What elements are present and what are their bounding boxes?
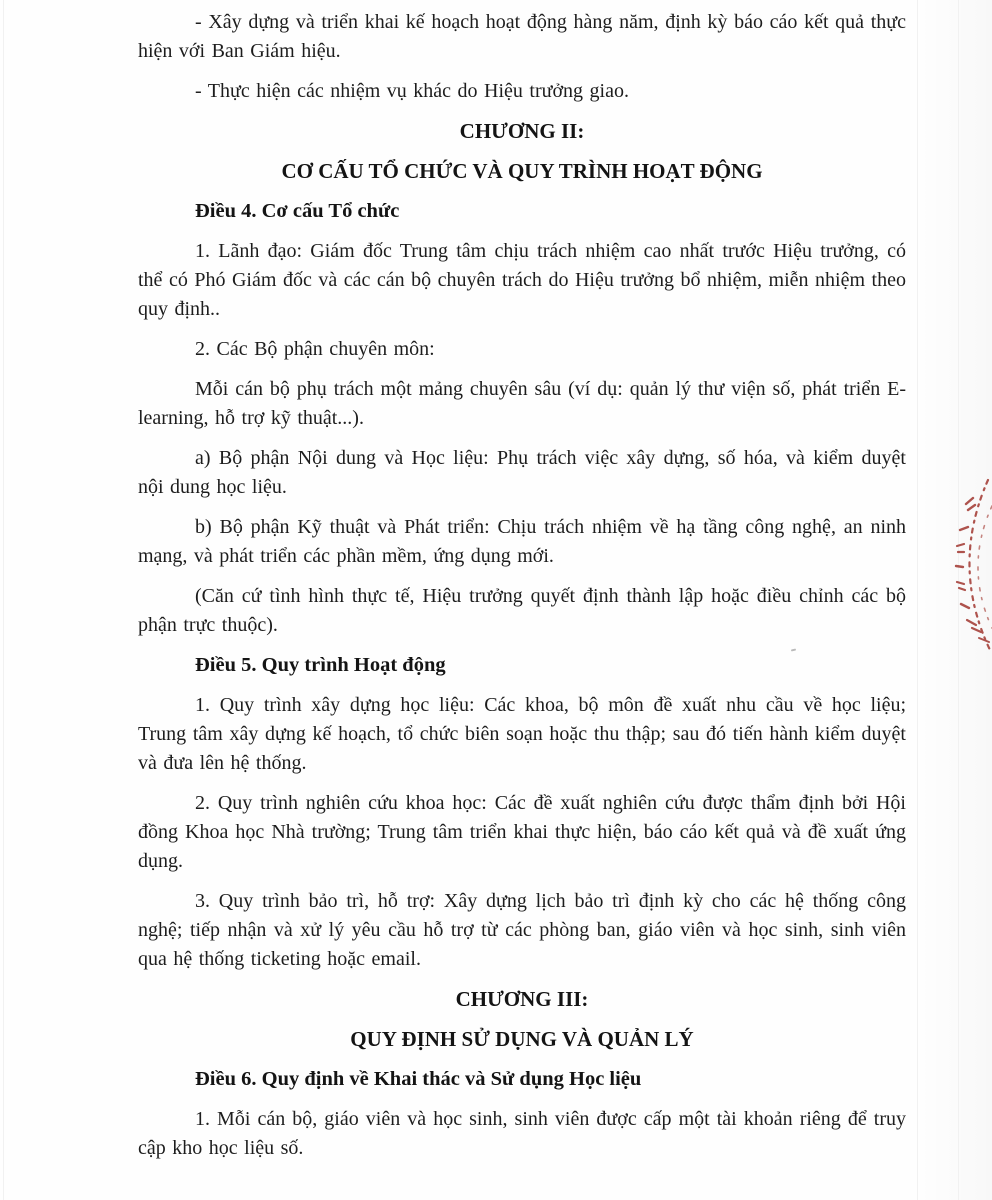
body-paragraph: Mỗi cán bộ phụ trách một mảng chuyên sâu (ví dụ: quản lý thư viện số, phát triển E-learning, hỗ trợ kỹ thuật...). — [138, 378, 906, 429]
paper-edge-shading — [917, 0, 992, 1200]
body-paragraph: a) Bộ phận Nội dung và Học liệu: Phụ trách việc xây dựng, số hóa, và kiểm duyệt nội dung học liệu. — [138, 447, 906, 498]
scan-edge-line-right — [958, 0, 959, 1200]
chapter-iii-title: QUY ĐỊNH SỬ DỤNG VÀ QUẢN LÝ — [350, 1027, 694, 1051]
body-paragraph: - Xây dựng và triển khai kế hoạch hoạt động hàng năm, định kỳ báo cáo kết quả thực hiện với Ban Giám hiệu. — [138, 11, 906, 62]
body-paragraph: 1. Quy trình xây dựng học liệu: Các khoa, bộ môn đề xuất nhu cầu về học liệu; Trung tâm xây dựng kế hoạch, tổ chức biên soạn hoặc thu thập; sau đó tiến hành kiểm duyệt và đưa lên hệ thống. — [138, 694, 906, 774]
body-paragraph: b) Bộ phận Kỹ thuật và Phát triển: Chịu trách nhiệm về hạ tầng công nghệ, an ninh mạng, và phát triển các phần mềm, ứng dụng mới. — [138, 516, 906, 567]
scan-edge-line-left — [3, 0, 4, 1200]
document-content — [138, 8, 906, 1174]
body-paragraph: 3. Quy trình bảo trì, hỗ trợ: Xây dựng lịch bảo trì định kỳ cho các hệ thống công nghệ; tiếp nhận và xử lý yêu cầu hỗ trợ từ các phòng ban, giáo viên và học sinh, sinh viên qua hệ thống ticketing hoặc email. — [138, 890, 906, 970]
chapter-iii-heading: CHƯƠNG III: — [455, 987, 589, 1011]
body-paragraph: 2. Quy trình nghiên cứu khoa học: Các đề xuất nghiên cứu được thẩm định bởi Hội đồng Khoa học Nhà trường; Trung tâm triển khai thực hiện, báo cáo kết quả và đề xuất ứng dụng. — [138, 792, 906, 872]
body-paragraph: (Căn cứ tình hình thực tế, Hiệu trưởng quyết định thành lập hoặc điều chỉnh các bộ phận trực thuộc). — [138, 585, 906, 636]
chapter-ii-heading: CHƯƠNG II: — [459, 119, 585, 143]
chapter-ii-title: CƠ CẤU TỔ CHỨC VÀ QUY TRÌNH HOẠT ĐỘNG — [281, 159, 763, 183]
body-paragraph: 1. Lãnh đạo: Giám đốc Trung tâm chịu trách nhiệm cao nhất trước Hiệu trưởng, có thể có Phó Giám đốc và các cán bộ chuyên trách do Hiệu trưởng bổ nhiệm, miễn nhiệm theo quy định.. — [138, 240, 906, 320]
body-paragraph: - Thực hiện các nhiệm vụ khác do Hiệu trưởng giao. — [195, 80, 629, 102]
body-paragraph: 1. Mỗi cán bộ, giáo viên và học sinh, sinh viên được cấp một tài khoản riêng để truy cập kho học liệu số. — [138, 1108, 906, 1159]
article-5-heading: Điều 5. Quy trình Hoạt động — [195, 654, 446, 676]
article-6-heading: Điều 6. Quy định về Khai thác và Sử dụng Học liệu — [195, 1068, 642, 1090]
article-4-heading: Điều 4. Cơ cấu Tổ chức — [195, 200, 400, 222]
body-paragraph: 2. Các Bộ phận chuyên môn: — [195, 338, 435, 360]
